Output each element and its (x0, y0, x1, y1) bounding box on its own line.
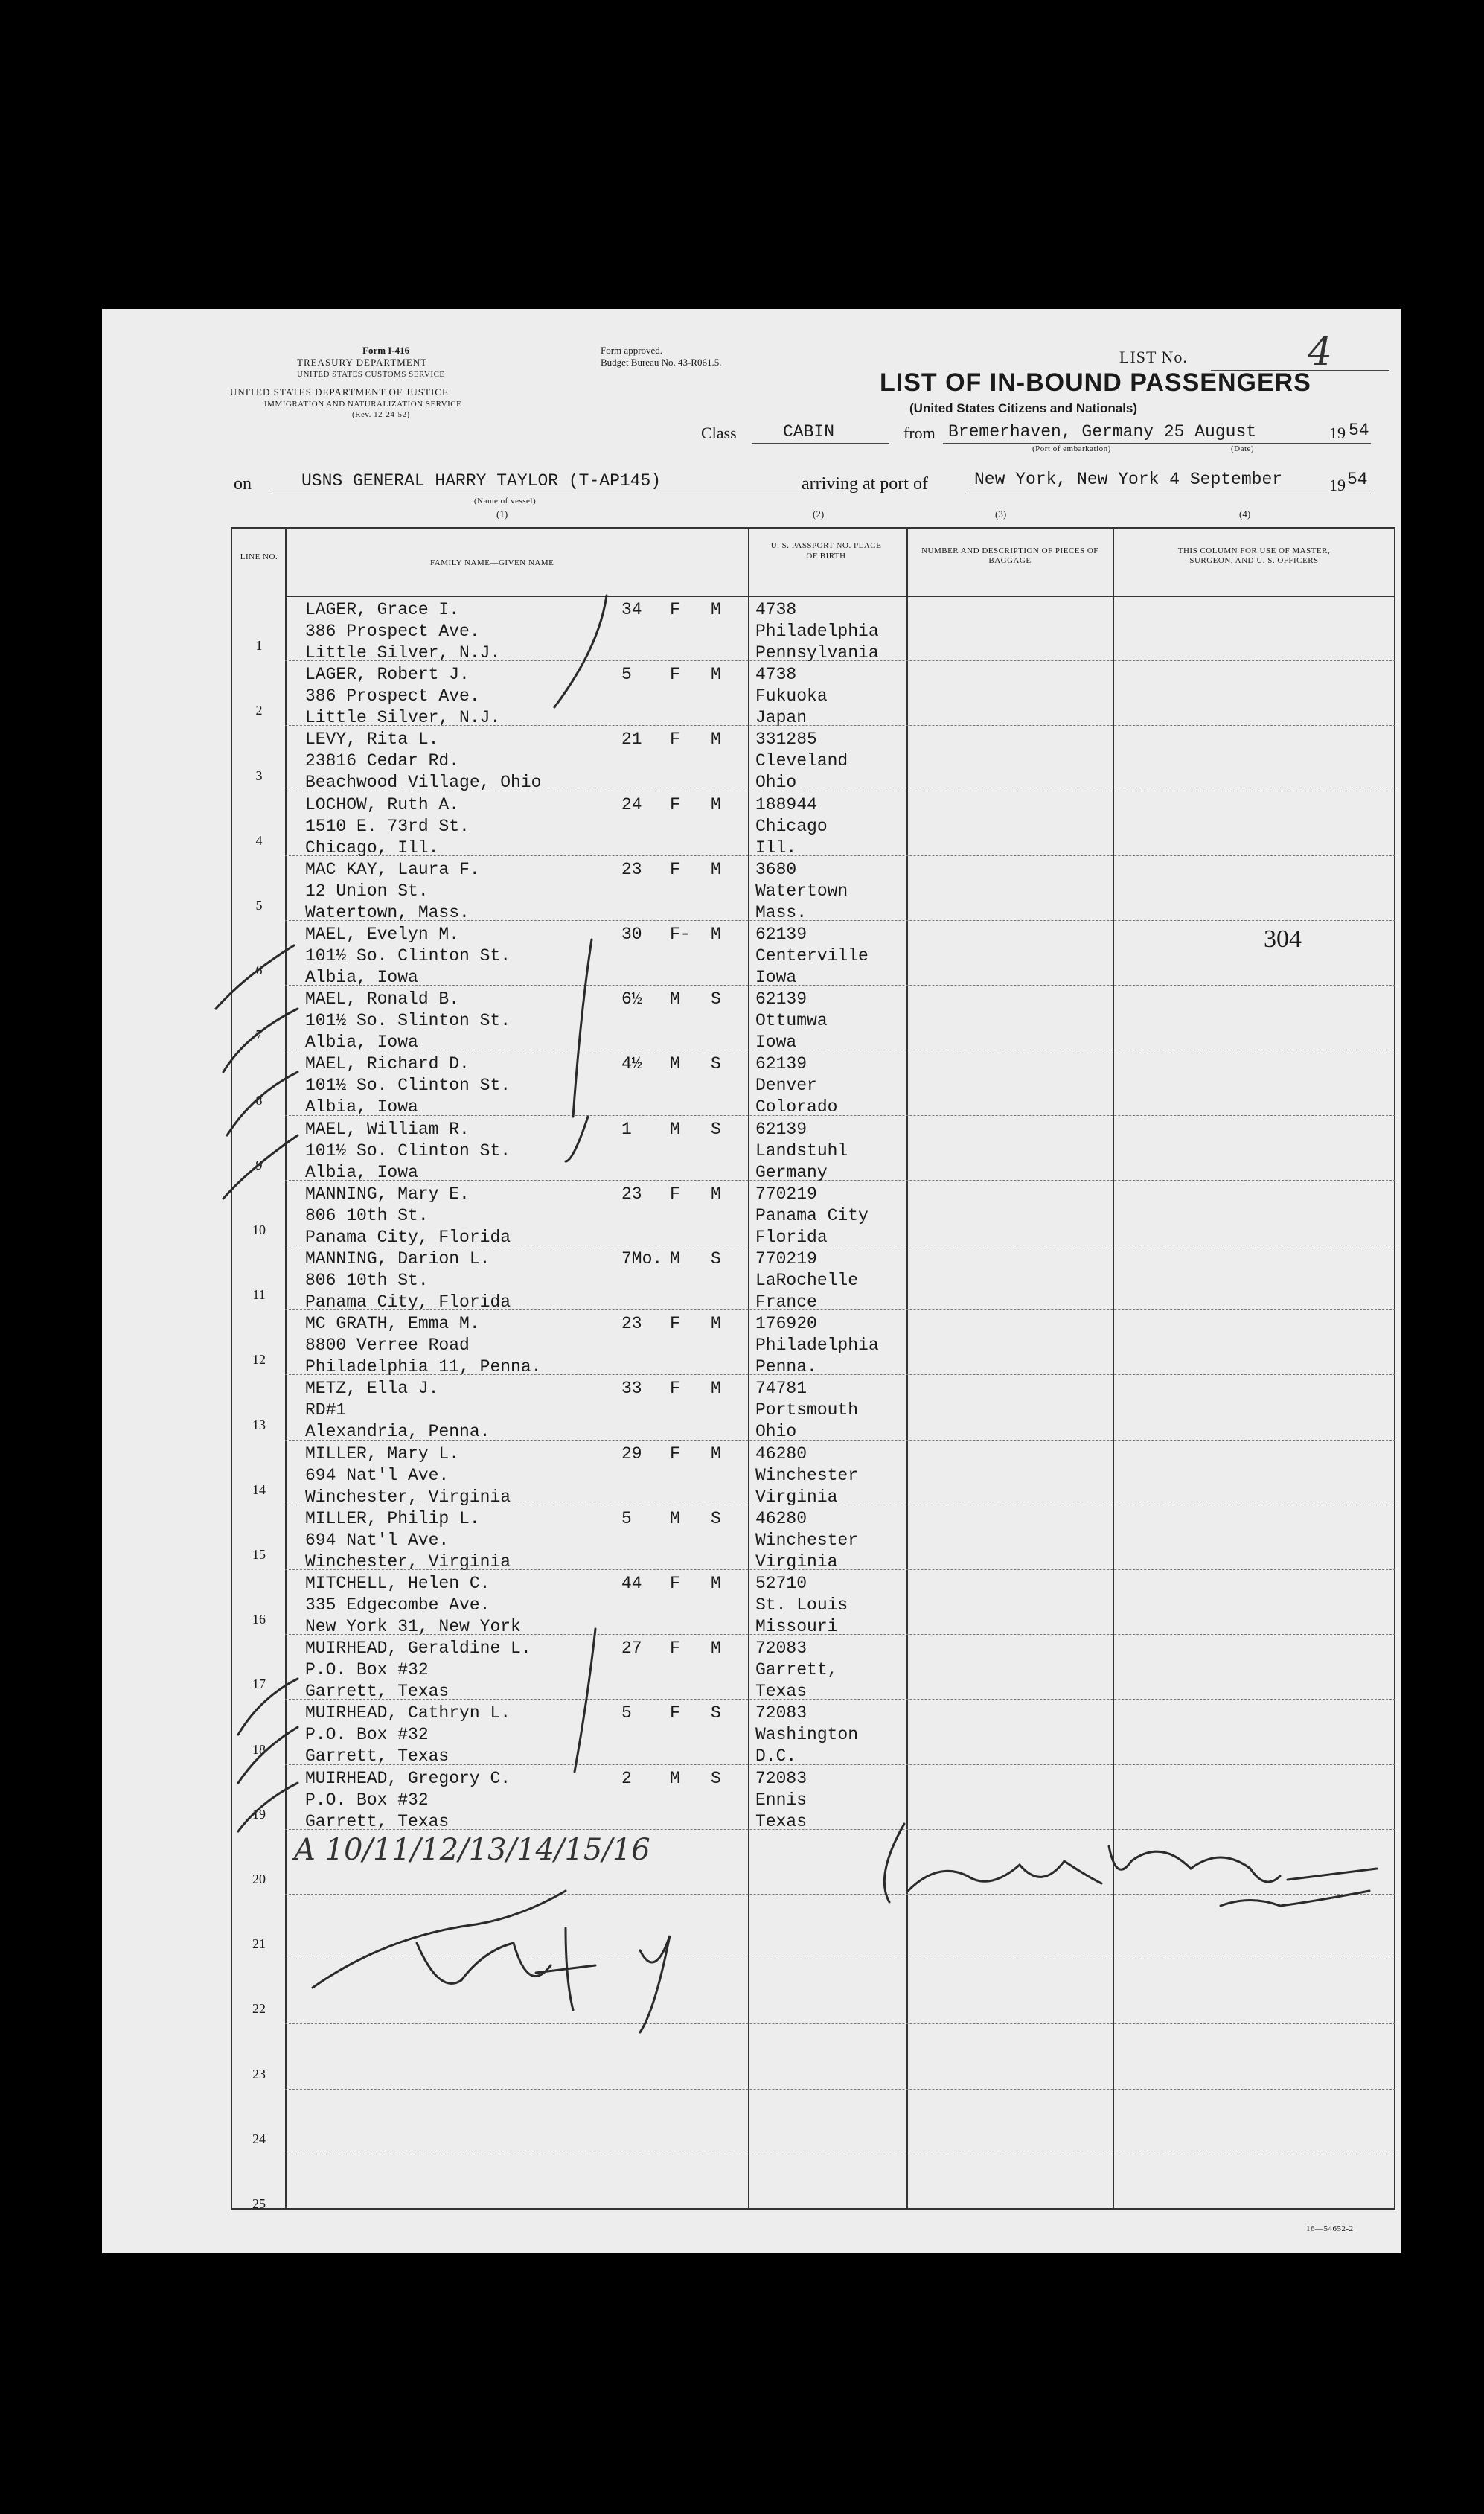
passenger-age: 29 (621, 1443, 642, 1464)
passenger-sex: F (670, 665, 680, 685)
passport-number: 4738 (755, 600, 797, 619)
passenger-address-1: 806 10th St. (305, 1271, 429, 1290)
passenger-address-1: P.O. Box #32 (305, 1725, 429, 1745)
passenger-age: 44 (621, 1574, 642, 1593)
passenger-age: 1 (621, 1119, 632, 1139)
passenger-name: MAEL, Ronald B. (305, 989, 460, 1009)
list-no-value: 4 (1308, 330, 1333, 374)
handwritten-tally: A 10/11/12/13/14/15/16 (294, 1833, 650, 1867)
form-number: Form I-416 (362, 345, 410, 356)
line-number: 14 (252, 1481, 266, 1497)
passenger-address-2: Panama City, Florida (305, 1292, 511, 1312)
birth-place-1: Ottumwa (755, 1011, 828, 1031)
passport-number: 770219 (755, 1249, 817, 1269)
birth-place-1: Watertown (755, 881, 848, 901)
line-number: 16 (252, 1612, 266, 1627)
list-no-label: LIST No. (1119, 348, 1188, 366)
passenger-address-1: P.O. Box #32 (305, 1790, 429, 1810)
date-caption: (Date) (1231, 444, 1255, 453)
passenger-marital-status: M (711, 794, 721, 814)
line-number: 22 (252, 2001, 266, 2017)
passenger-sex: F (670, 1379, 680, 1399)
passenger-address-1: 335 Edgecombe Ave. (305, 1595, 490, 1615)
arrival-year-prefix: 19 (1329, 476, 1346, 494)
birth-place-2: Florida (755, 1227, 828, 1247)
header-line-no: LINE NO. (240, 552, 278, 561)
birth-place-2: Pennsylvania (755, 643, 879, 663)
line-number: 2 (255, 703, 263, 718)
passenger-address-2: Garrett, Texas (305, 1811, 450, 1831)
birth-place-1: Panama City (755, 1205, 869, 1225)
treasury-dept: TREASURY DEPARTMENT (297, 357, 428, 368)
budget-bureau: Budget Bureau No. 43-R061.5. (601, 357, 722, 368)
line-number: 15 (252, 1547, 266, 1562)
passenger-address-2: Alexandria, Penna. (305, 1422, 490, 1442)
passport-number: 62139 (755, 925, 807, 944)
passenger-age: 24 (621, 794, 642, 814)
birth-place-2: Iowa (755, 968, 797, 987)
passenger-sex: F (670, 1443, 680, 1464)
birth-place-2: France (755, 1292, 817, 1312)
passenger-address-1: 101½ So. Slinton St. (305, 1011, 511, 1031)
passenger-marital-status: S (711, 989, 721, 1009)
arriving-label: arriving at port of (802, 474, 928, 494)
pen-stroke (566, 1117, 588, 1161)
passenger-marital-status: M (711, 730, 721, 750)
passenger-name: METZ, Ella J. (305, 1379, 439, 1399)
passenger-sex: M (670, 1768, 680, 1788)
passenger-address-2: Albia, Iowa (305, 1162, 418, 1182)
passport-number: 62139 (755, 1119, 807, 1139)
birth-place-1: Ennis (755, 1790, 807, 1810)
birth-place-2: Texas (755, 1811, 807, 1831)
passport-number: 62139 (755, 989, 807, 1009)
birth-place-2: Ohio (755, 773, 797, 793)
passenger-address-2: Winchester, Virginia (305, 1551, 511, 1572)
birth-place-2: Iowa (755, 1033, 797, 1053)
birth-place-1: Portsmouth (755, 1400, 859, 1420)
class-label: Class (701, 424, 737, 442)
passenger-address-2: Chicago, Ill. (305, 838, 439, 858)
passenger-address-1: 1510 E. 73rd St. (305, 816, 470, 836)
passenger-sex: F (670, 859, 680, 879)
customs-service: UNITED STATES CUSTOMS SERVICE (297, 370, 445, 379)
birth-place-2: Ill. (755, 838, 797, 858)
pen-stroke (227, 1072, 298, 1135)
header-name: FAMILY NAME—GIVEN NAME (430, 558, 554, 567)
birth-place-2: Colorado (755, 1097, 838, 1117)
passenger-marital-status: S (711, 1249, 721, 1269)
line-number: 10 (252, 1222, 266, 1237)
passenger-address-2: Albia, Iowa (305, 1097, 418, 1117)
line-number: 25 (252, 2196, 266, 2211)
passenger-address-1: RD#1 (305, 1400, 347, 1420)
line-number: 4 (255, 832, 263, 848)
col-num-3: (3) (995, 508, 1007, 520)
embark-year-prefix: 19 (1329, 424, 1346, 442)
line-number: 21 (252, 1936, 266, 1952)
passenger-address-1: 101½ So. Clinton St. (305, 946, 511, 966)
line-number: 23 (252, 2066, 266, 2081)
passport-number: 188944 (755, 794, 817, 814)
passenger-sex: F (670, 600, 680, 619)
passenger-age: 23 (621, 1314, 642, 1334)
passenger-address-1: 806 10th St. (305, 1205, 429, 1225)
line-number: 6 (255, 963, 263, 978)
passenger-address-2: Garrett, Texas (305, 1682, 450, 1702)
passenger-marital-status: M (711, 1379, 721, 1399)
birth-place-1: Chicago (755, 816, 828, 836)
birth-place-2: Penna. (755, 1357, 817, 1377)
passenger-age: 34 (621, 600, 642, 619)
pen-stroke (238, 1727, 298, 1783)
pen-stroke (554, 596, 607, 707)
birth-place-2: Germany (755, 1162, 828, 1182)
line-number: 7 (255, 1027, 263, 1043)
passenger-name: LAGER, Grace I. (305, 600, 460, 619)
passenger-address-1: 694 Nat'l Ave. (305, 1465, 450, 1485)
pen-stroke (238, 1679, 298, 1735)
birth-place-1: Philadelphia (755, 622, 879, 641)
passport-number: 74781 (755, 1379, 807, 1399)
line-number: 12 (252, 1352, 266, 1368)
passenger-marital-status: M (711, 665, 721, 685)
line-number: 3 (255, 768, 263, 783)
pen-stroke (575, 1629, 595, 1772)
passenger-address-2: Philadelphia 11, Penna. (305, 1357, 542, 1377)
passenger-sex: F (670, 1639, 680, 1659)
passenger-sex: F (670, 1574, 680, 1593)
passenger-name: LAGER, Robert J. (305, 665, 470, 685)
passenger-age: 33 (621, 1379, 642, 1399)
birth-place-2: Virginia (755, 1551, 838, 1572)
passport-number: 46280 (755, 1508, 807, 1528)
passenger-age: 7Mo. (621, 1249, 663, 1269)
passenger-age: 23 (621, 1184, 642, 1204)
birth-place-1: Centerville (755, 946, 869, 966)
birth-place-1: Winchester (755, 1465, 859, 1485)
passenger-address-1: 101½ So. Clinton St. (305, 1140, 511, 1161)
passenger-sex: F (670, 730, 680, 750)
passenger-marital-status: M (711, 1574, 721, 1593)
pen-stroke (216, 945, 294, 1009)
passenger-address-1: 386 Prospect Ave. (305, 686, 480, 706)
arrival-value: New York, New York 4 September (974, 470, 1283, 489)
passenger-name: MAEL, Richard D. (305, 1054, 470, 1074)
passenger-marital-status: M (711, 859, 721, 879)
header-baggage: NUMBER AND DESCRIPTION OF PIECES OF BAGGAGE (921, 546, 1098, 565)
passenger-marital-status: S (711, 1508, 721, 1528)
passenger-name: LEVY, Rita L. (305, 730, 439, 750)
line-number: 1 (255, 638, 263, 654)
pen-stroke (223, 1135, 298, 1199)
passenger-sex: F- (670, 925, 691, 944)
birth-place-1: Landstuhl (755, 1140, 848, 1161)
passport-number: 770219 (755, 1184, 817, 1204)
passenger-name: MC GRATH, Emma M. (305, 1314, 480, 1334)
line-number: 24 (252, 2131, 266, 2146)
arrival-year: 54 (1347, 470, 1368, 489)
birth-place-2: D.C. (755, 1746, 797, 1767)
form-approved: Form approved. (601, 345, 663, 356)
passenger-address-1: 694 Nat'l Ave. (305, 1530, 450, 1550)
passenger-name: MAEL, Evelyn M. (305, 925, 460, 944)
passenger-marital-status: S (711, 1119, 721, 1139)
form-subtitle: (United States Citizens and Nationals) (909, 401, 1138, 415)
passport-number: 72083 (755, 1639, 807, 1659)
header-officers: THIS COLUMN FOR USE OF MASTER, SURGEON, AND U. S. OFFICERS (1177, 546, 1331, 565)
passenger-marital-status: S (711, 1703, 721, 1723)
birth-place-1: Washington (755, 1725, 859, 1745)
col-num-2: (2) (813, 508, 825, 520)
passenger-age: 27 (621, 1639, 642, 1659)
from-label: from (903, 424, 936, 442)
passenger-address-1: 386 Prospect Ave. (305, 622, 480, 641)
line-number: 11 (252, 1287, 266, 1303)
embark-caption: (Port of embarkation) (1032, 444, 1111, 453)
line-number: 13 (252, 1417, 266, 1432)
col-num-4: (4) (1239, 508, 1251, 520)
passenger-sex: F (670, 794, 680, 814)
vessel-value: USNS GENERAL HARRY TAYLOR (T-AP145) (301, 471, 662, 491)
passenger-sex: M (670, 989, 680, 1009)
passenger-address-2: Little Silver, N.J. (305, 643, 501, 663)
passenger-address-1: 23816 Cedar Rd. (305, 751, 460, 771)
birth-place-2: Japan (755, 708, 807, 728)
passenger-name: MUIRHEAD, Geraldine L. (305, 1639, 531, 1659)
passenger-address-2: Garrett, Texas (305, 1746, 450, 1767)
passenger-age: 6½ (621, 989, 642, 1009)
birth-place-2: Missouri (755, 1617, 838, 1636)
passenger-sex: F (670, 1703, 680, 1723)
passenger-marital-status: M (711, 1184, 721, 1204)
passport-number: 176920 (755, 1314, 817, 1334)
birth-place-1: Denver (755, 1076, 817, 1096)
birth-place-1: Cleveland (755, 751, 848, 771)
passenger-name: MAC KAY, Laura F. (305, 859, 480, 879)
birth-place-2: Virginia (755, 1487, 838, 1507)
passenger-marital-status: M (711, 1443, 721, 1464)
vessel-caption: (Name of vessel) (474, 497, 537, 505)
passenger-sex: F (670, 1314, 680, 1334)
revision: (Rev. 12-24-52) (352, 410, 410, 419)
pen-stroke (573, 939, 592, 1117)
birth-place-1: LaRochelle (755, 1271, 859, 1290)
passport-number: 62139 (755, 1054, 807, 1074)
passenger-marital-status: M (711, 600, 721, 619)
passenger-address-2: Panama City, Florida (305, 1227, 511, 1247)
passenger-name: MUIRHEAD, Gregory C. (305, 1768, 511, 1788)
passenger-name: MILLER, Mary L. (305, 1443, 460, 1464)
passenger-name: MANNING, Darion L. (305, 1249, 490, 1269)
birth-place-1: Garrett, (755, 1660, 838, 1680)
passenger-address-2: Beachwood Village, Ohio (305, 773, 542, 793)
justice-dept: UNITED STATES DEPARTMENT OF JUSTICE (230, 386, 449, 398)
passenger-age: 2 (621, 1768, 632, 1788)
passenger-age: 5 (621, 665, 632, 685)
passenger-name: MAEL, William R. (305, 1119, 470, 1139)
officer-number: 304 (1264, 925, 1302, 953)
passenger-address-2: Winchester, Virginia (305, 1487, 511, 1507)
line-number: 8 (255, 1092, 263, 1108)
passport-number: 3680 (755, 859, 797, 879)
birth-place-1: Winchester (755, 1530, 859, 1550)
passenger-name: MUIRHEAD, Cathryn L. (305, 1703, 511, 1723)
class-value: CABIN (783, 422, 835, 441)
passenger-address-1: P.O. Box #32 (305, 1660, 429, 1680)
passenger-name: MITCHELL, Helen C. (305, 1574, 490, 1593)
on-label: on (234, 474, 252, 494)
birth-place-2: Ohio (755, 1422, 797, 1442)
passport-number: 72083 (755, 1703, 807, 1723)
passenger-name: MANNING, Mary E. (305, 1184, 470, 1204)
passenger-address-1: 101½ So. Clinton St. (305, 1076, 511, 1096)
embark-value: Bremerhaven, Germany 25 August (948, 422, 1257, 441)
passenger-address-1: 12 Union St. (305, 881, 429, 901)
passenger-marital-status: M (711, 1314, 721, 1334)
passenger-age: 21 (621, 730, 642, 750)
signature-1 (313, 1891, 670, 2032)
line-number: 18 (252, 1741, 266, 1757)
passport-number: 72083 (755, 1768, 807, 1788)
embark-year: 54 (1349, 421, 1369, 440)
passenger-marital-status: S (711, 1054, 721, 1074)
passenger-age: 4½ (621, 1054, 642, 1074)
passenger-name: MILLER, Philip L. (305, 1508, 480, 1528)
line-number: 20 (252, 1872, 266, 1886)
col-num-1: (1) (496, 508, 508, 520)
passenger-marital-status: S (711, 1768, 721, 1788)
birth-place-2: Texas (755, 1682, 807, 1702)
passenger-age: 5 (621, 1508, 632, 1528)
passenger-age: 23 (621, 859, 642, 879)
birth-place-1: St. Louis (755, 1595, 848, 1615)
passenger-address-2: New York 31, New York (305, 1617, 521, 1636)
passenger-address-2: Watertown, Mass. (305, 902, 470, 922)
birth-place-1: Fukuoka (755, 686, 828, 706)
passenger-name: LOCHOW, Ruth A. (305, 794, 460, 814)
passport-number: 331285 (755, 730, 817, 750)
form-title: LIST OF IN-BOUND PASSENGERS (880, 369, 1311, 397)
pen-stroke (223, 1009, 298, 1072)
passport-number: 52710 (755, 1574, 807, 1593)
passenger-sex: M (670, 1119, 680, 1139)
birth-place-2: Mass. (755, 902, 807, 922)
ins-service: IMMIGRATION AND NATURALIZATION SERVICE (264, 400, 462, 409)
passenger-sex: M (670, 1249, 680, 1269)
passenger-sex: M (670, 1054, 680, 1074)
pen-stroke (238, 1783, 298, 1831)
passenger-address-2: Albia, Iowa (305, 968, 418, 987)
passenger-address-1: 8800 Verree Road (305, 1336, 470, 1356)
line-number: 9 (255, 1157, 263, 1173)
passenger-age: 5 (621, 1703, 632, 1723)
passenger-age: 30 (621, 925, 642, 944)
line-number: 17 (252, 1676, 266, 1692)
passenger-address-2: Little Silver, N.J. (305, 708, 501, 728)
passenger-address-2: Albia, Iowa (305, 1033, 418, 1053)
signature-2 (884, 1824, 1377, 1906)
passenger-sex: M (670, 1508, 680, 1528)
passport-number: 4738 (755, 665, 797, 685)
line-number: 5 (255, 898, 263, 913)
form-code: 16—54652-2 (1306, 2224, 1354, 2233)
passenger-sex: F (670, 1184, 680, 1204)
birth-place-1: Philadelphia (755, 1336, 879, 1356)
line-number: 19 (252, 1806, 266, 1822)
passenger-marital-status: M (711, 1639, 721, 1659)
header-passport: U. S. PASSPORT NO. PLACE OF BIRTH (770, 541, 882, 561)
passport-number: 46280 (755, 1443, 807, 1464)
passenger-marital-status: M (711, 925, 721, 944)
